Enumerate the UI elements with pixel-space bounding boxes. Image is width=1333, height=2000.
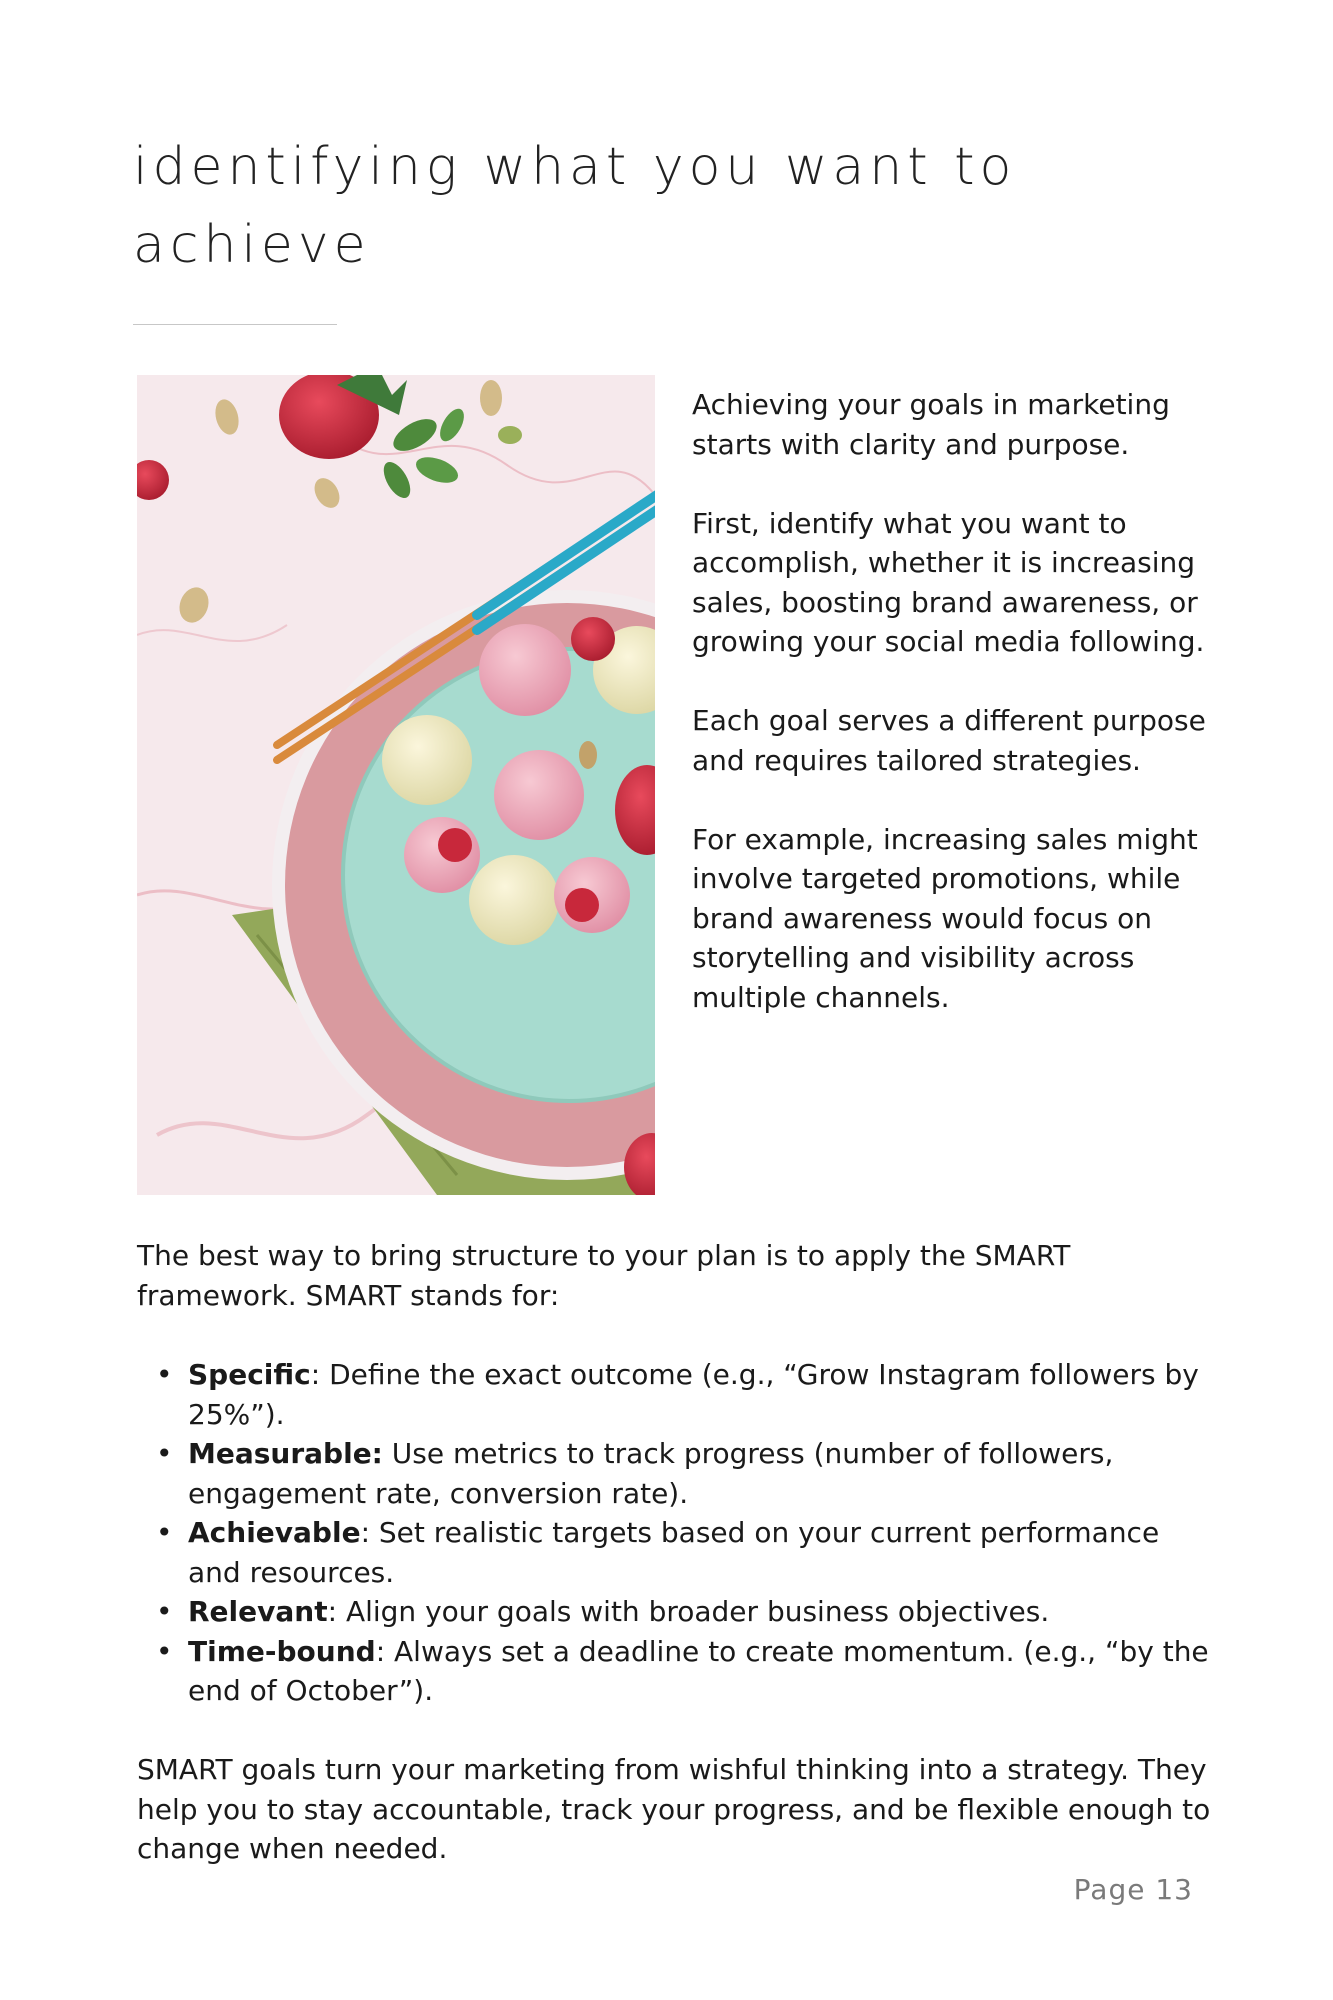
mochi-plate-photo (137, 375, 655, 1195)
mochi-pink (479, 624, 571, 716)
mochi-pink (494, 750, 584, 840)
list-item (137, 1632, 1217, 1711)
smart-description: : Set realistic targets based on your current performance and resources. (188, 1516, 1160, 1589)
list-item (137, 1513, 1217, 1592)
smart-term: Relevant (188, 1595, 328, 1628)
intro-column (692, 385, 1212, 1057)
intro-paragraph: Achieving your goals in marketing starts with clarity and purpose. (692, 388, 1170, 461)
intro-paragraph: Each goal serves a different purpose and requires tailored strategies. (692, 704, 1206, 777)
page-number: Page 13 (1073, 1873, 1193, 1906)
pistachio (579, 741, 597, 769)
smart-term: Measurable: (188, 1437, 383, 1470)
bullet-icon: • (156, 1634, 173, 1668)
mochi-cream (382, 715, 472, 805)
smart-term: Time-bound (188, 1634, 376, 1668)
smart-description: : Define the exact outcome (e.g., “Grow Instagram followers by 25%”). (188, 1358, 1199, 1431)
page-title: identifying what you want to achieve (133, 137, 1017, 275)
smart-term: Specific (188, 1358, 311, 1391)
smart-list (137, 1355, 1217, 1711)
bullet-icon: • (156, 1437, 173, 1470)
intro-paragraph: For example, increasing sales might involve targeted promotions, while brand awareness would focus on storytelling and visibility across multiple channels. (692, 822, 1198, 1014)
bullet-icon: • (156, 1595, 173, 1628)
raspberry (571, 617, 615, 661)
list-item (137, 1355, 1217, 1434)
pistachio (498, 426, 522, 444)
closing-block (137, 1750, 1217, 1869)
smart-description: Use metrics to track progress (number of followers, engagement rate, conversion rate). (188, 1437, 1114, 1510)
framework-intro-text: The best way to bring structure to your plan is to apply the SMART framework. SMART stands for: (137, 1239, 1071, 1312)
bullet-icon: • (156, 1516, 173, 1549)
smart-description: : Always set a deadline to create momentum. (e.g., “by the end of October”). (188, 1634, 1209, 1707)
list-item (137, 1434, 1217, 1513)
framework-intro (137, 1236, 1217, 1315)
list-item (137, 1592, 1217, 1632)
bullet-icon: • (156, 1358, 173, 1391)
pistachio (480, 380, 502, 416)
smart-description: : Align your goals with broader business objectives. (327, 1595, 1050, 1628)
title-divider (133, 324, 337, 325)
intro-paragraph: First, identify what you want to accomplish, whether it is increasing sales, boosting brand awareness, or growing your social media following. (692, 506, 1205, 658)
closing-paragraph: SMART goals turn your marketing from wishful thinking into a strategy. They help you to stay accountable, track your progress, and be flexible enough to change when needed. (137, 1753, 1211, 1865)
mochi-cream (469, 855, 559, 945)
mochi-cut-open (554, 857, 630, 933)
smart-term: Achievable (188, 1516, 361, 1549)
mochi-cut-open (404, 817, 480, 893)
